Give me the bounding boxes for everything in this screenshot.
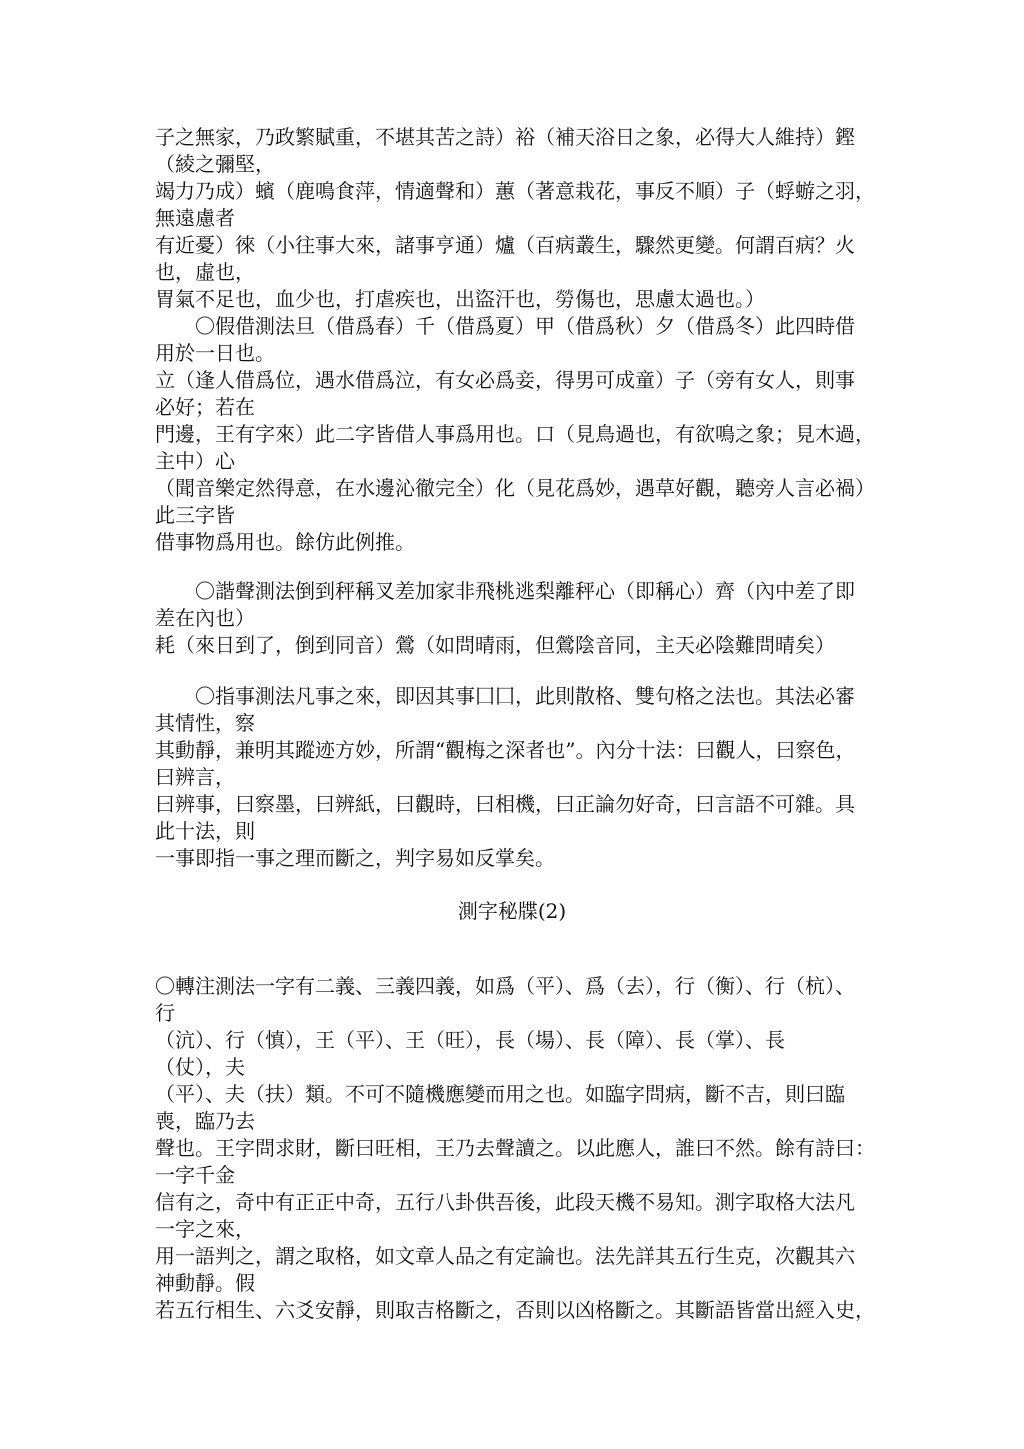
- text-line: （仗），夫: [155, 1055, 245, 1079]
- text-line: 其動靜，兼明其蹤迹方妙，所謂“觀梅之深者也”。內分十法：曰觀人，曰察色，: [155, 738, 856, 762]
- text-line: 聲也。王字問求財，斷曰旺相，王乃去聲讀之。以此應人，誰曰不然。餘有詩曰：: [155, 1136, 875, 1160]
- text-line: 一事即指一事之理而斷之，判字易如反掌矣。: [155, 846, 555, 870]
- text-line: 無遠慮者: [155, 206, 235, 230]
- text-line: 一字千金: [155, 1163, 235, 1187]
- text-line: 主中）心: [155, 449, 235, 473]
- text-line: 用於一日也。: [155, 341, 275, 365]
- text-line: （沆）、行（慎），王（平）、王（旺），長（場）、長（障）、長（掌）、長: [155, 1028, 785, 1052]
- text-line: 立（逢人借爲位，遇水借爲泣，有女必爲妾，得男可成童）子（旁有女人，則事: [155, 368, 855, 392]
- section-transfer-method: [155, 973, 885, 1324]
- text-line: 此十法，則: [155, 819, 255, 843]
- text-line: （聞音樂定然得意，在水邊沁徹完全）化（見花爲妙，遇草好觀，聽旁人言必禍）: [155, 476, 875, 500]
- text-line: 〇諧聲測法倒到秤稱叉差加家非飛桃逃梨離秤心（即稱心）齊（內中差了即: [195, 579, 855, 603]
- text-line: 借事物爲用也。餘仿此例推。: [155, 530, 415, 554]
- text-line: 神動靜。假: [155, 1271, 255, 1295]
- text-line: 差在內也）: [155, 606, 255, 630]
- text-line: （綾之彌堅，: [155, 152, 275, 176]
- section-indicating-method: [155, 683, 885, 872]
- text-line: （平）、夫（扶）類。不可不隨機應變而用之也。如臨字問病，斷不吉，則曰臨: [155, 1082, 845, 1106]
- text-line: 信有之，奇中有正正中奇，五行八卦供吾後，此段天機不易知。測字取格大法凡: [155, 1190, 855, 1214]
- text-line: 一字之來，: [155, 1217, 255, 1241]
- text-line: 胃氣不足也，血少也，打虐疾也，出盜汗也，勞傷也，思慮太過也。）: [155, 287, 765, 311]
- section-wordplay-examples: [155, 124, 885, 556]
- text-line: 行: [155, 1001, 175, 1025]
- text-line: 曰辨言，: [155, 765, 235, 789]
- text-line: 門邊，王有字來）此二字皆借人事爲用也。口（見鳥過也，有欲鳴之象；見木過，: [155, 422, 875, 446]
- section-homophone-method: [155, 578, 885, 659]
- text-line: 〇轉注測法一字有二義、三義四義，如爲（平）、爲（去），行（衡）、行（杭）、: [155, 974, 855, 998]
- text-line: 必好；若在: [155, 395, 255, 419]
- text-line: 若五行相生、六爻安靜，則取吉格斷之，否則以凶格斷之。其斷語皆當出經入史，: [155, 1298, 875, 1322]
- text-line: 〇假借測法旦（借爲春）千（借爲夏）甲（借爲秋）夕（借爲冬）此四時借: [195, 314, 855, 338]
- text-line: 喪，臨乃去: [155, 1109, 255, 1133]
- text-line: 其情性，察: [155, 711, 255, 735]
- text-line: 用一語判之，謂之取格，如文章人品之有定論也。法先詳其五行生克，次觀其六: [155, 1244, 855, 1268]
- section-heading: 測字秘牒(2): [457, 899, 567, 923]
- text-line: 耗（來日到了，倒到同音）鶯（如問晴雨，但鶯陰音同，主天必陰難問晴矣）: [155, 633, 835, 657]
- text-line: 〇指事測法凡事之來，即因其事囗囗，此則散格、雙句格之法也。其法必審: [195, 684, 855, 708]
- text-line: 竭力乃成）蠙（鹿鳴食萍，情適聲和）蕙（著意栽花，事反不順）子（蜉蝣之羽，: [155, 179, 875, 203]
- text-line: 曰辨事，曰察墨，曰辨紙，曰觀時，曰相機，曰正論勿好奇，曰言語不可雜。具: [155, 792, 855, 816]
- text-line: 也，虛也，: [155, 260, 255, 284]
- text-line: 此三字皆: [155, 503, 235, 527]
- text-line: 有近憂）徠（小往事大來，諸事亨通）爐（百病叢生，驟然更變。何謂百病？火: [155, 233, 855, 257]
- text-line: 子之無家，乃政繁賦重，不堪其苦之詩）裕（補天浴日之象，必得大人維持）鏗: [155, 125, 855, 149]
